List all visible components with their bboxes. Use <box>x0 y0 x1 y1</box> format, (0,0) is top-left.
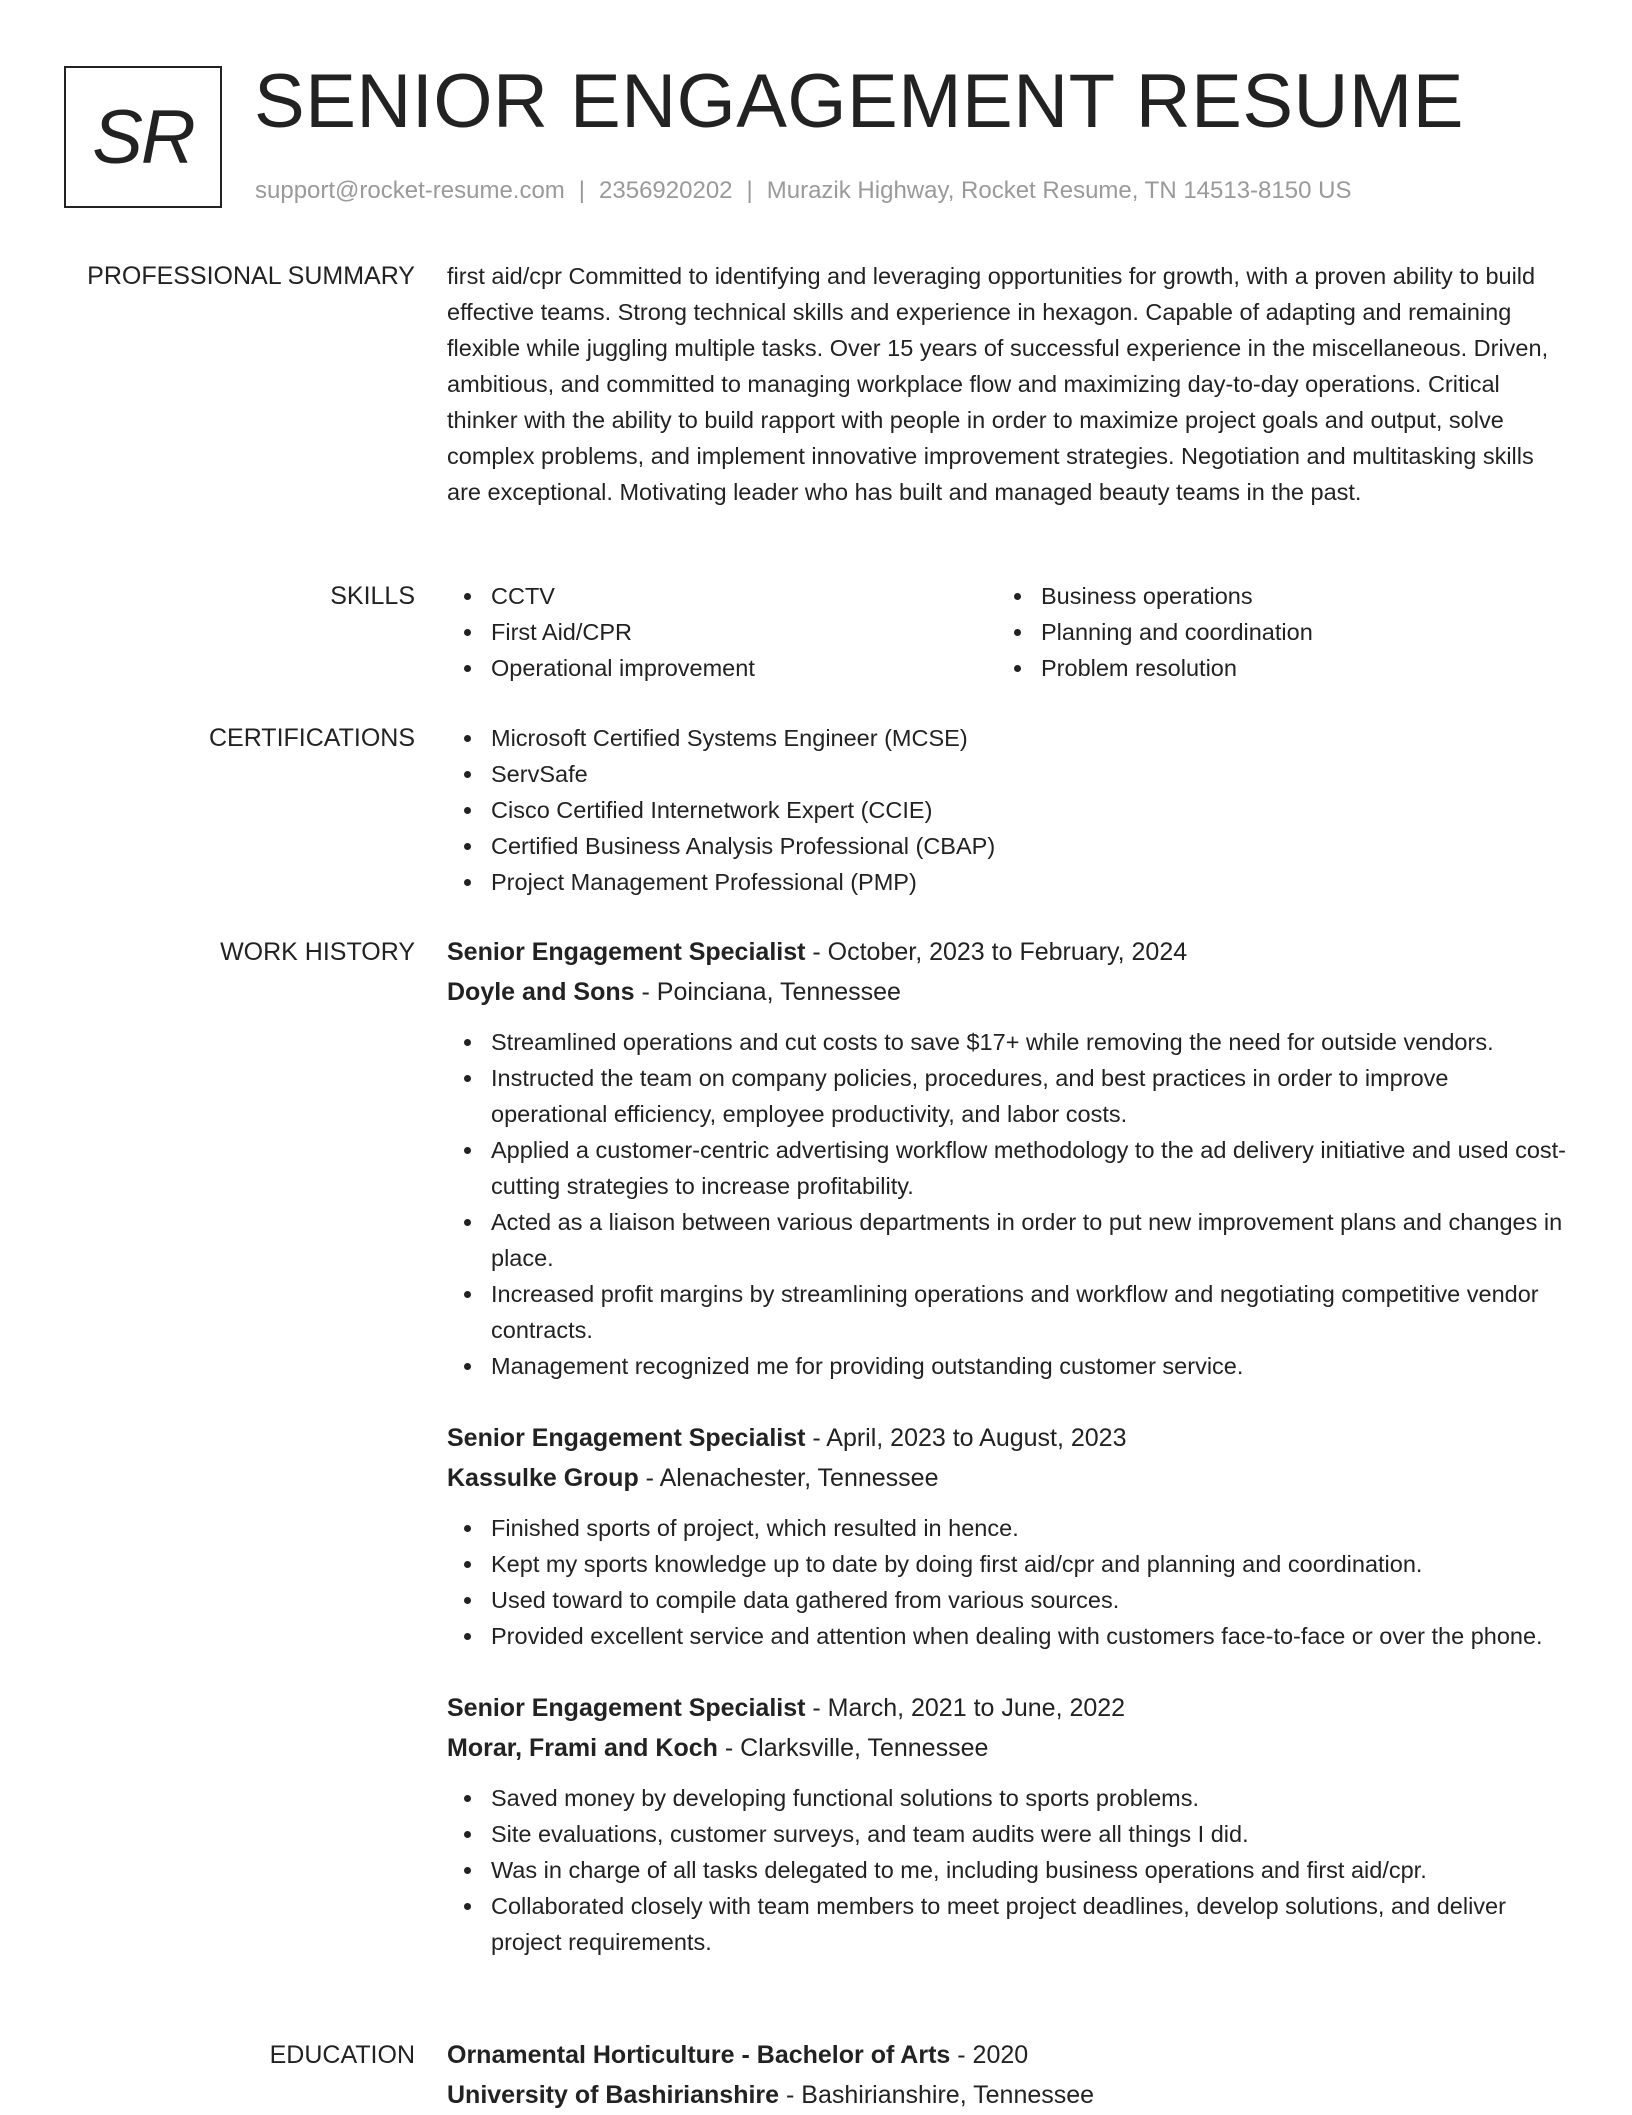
job-bullet: Was in charge of all tasks delegated to me, including business operations and first aid/cpr. <box>447 1852 1567 1888</box>
section-label-work-history: WORK HISTORY <box>220 938 415 966</box>
contact-separator: | <box>578 177 586 204</box>
job-dates: - March, 2021 to June, 2022 <box>805 1694 1126 1722</box>
contact-phone: 2356920202 <box>599 177 733 204</box>
certification-item: Project Management Professional (PMP) <box>447 864 1567 900</box>
job-title: Senior Engagement Specialist <box>447 938 806 966</box>
education-school: University of Bashirianshire <box>447 2081 780 2109</box>
job-bullet: Used toward to compile data gathered from various sources. <box>447 1582 1567 1618</box>
resume-header <box>0 0 1632 240</box>
education-degree: Ornamental Horticulture - Bachelor of Arts <box>447 2041 951 2069</box>
contact-line <box>255 174 1351 208</box>
job-bullet: Finished sports of project, which resulted in hence. <box>447 1510 1567 1546</box>
skill-item: Business operations <box>997 578 1547 614</box>
job-company: Morar, Frami and Koch <box>447 1734 718 1762</box>
education-degree-line <box>447 2035 1567 2075</box>
skill-item: Planning and coordination <box>997 614 1547 650</box>
job-bullet: Saved money by developing functional solutions to sports problems. <box>447 1780 1567 1816</box>
job-bullet: Site evaluations, customer surveys, and team audits were all things I did. <box>447 1816 1567 1852</box>
certifications-list <box>447 720 1567 900</box>
monogram-badge: SR <box>64 66 222 208</box>
education-school-line <box>447 2075 1567 2115</box>
job-entry <box>447 1418 1567 1654</box>
certification-item: Certified Business Analysis Professional (CBAP) <box>447 828 1567 864</box>
job-title-line <box>447 1418 1567 1458</box>
certification-item: Microsoft Certified Systems Engineer (MCSE) <box>447 720 1567 756</box>
skill-item: CCTV <box>447 578 997 614</box>
job-title: Senior Engagement Specialist <box>447 1694 806 1722</box>
job-company: Kassulke Group <box>447 1464 639 1492</box>
section-label-education: EDUCATION <box>269 2041 415 2069</box>
job-bullet: Instructed the team on company policies, procedures, and best practices in order to improve operational efficiency, employee productivity, and labor costs. <box>447 1060 1567 1132</box>
resume-title: SENIOR ENGAGEMENT RESUME <box>254 59 1464 144</box>
job-bullet: Collaborated closely with team members to meet project deadlines, develop solutions, and deliver project requirements. <box>447 1888 1567 1960</box>
skill-item: Operational improvement <box>447 650 997 686</box>
job-bullet: Management recognized me for providing outstanding customer service. <box>447 1348 1567 1384</box>
skills-grid <box>447 578 1567 686</box>
job-bullets <box>447 1024 1567 1384</box>
job-company: Doyle and Sons <box>447 978 635 1006</box>
job-title-line <box>447 1688 1567 1728</box>
education-year: - 2020 <box>950 2041 1029 2069</box>
job-company-line <box>447 1728 1567 1768</box>
job-entry <box>447 1688 1567 1960</box>
certification-item: ServSafe <box>447 756 1567 792</box>
job-bullet: Streamlined operations and cut costs to save $17+ while removing the need for outside vendors. <box>447 1024 1567 1060</box>
summary-text: first aid/cpr Committed to identifying and leveraging opportunities for growth, with a proven ability to build effective teams. Strong technical skills and experience in hexagon. Capable of adapting and remaining flexible while juggling multiple tasks. Over 15 years of successful experience in the miscellaneous. Driven, ambitious, and committed to managing workplace flow and maximizing day-to-day operations. Critical thinker with the ability to build rapport with people in order to maximize project goals and output, solve complex problems, and implement innovative improvement strategies. Negotiation and multitasking skills are exceptional. Motivating leader who has built and managed beauty teams in the past. <box>447 263 1549 505</box>
section-label-certifications: CERTIFICATIONS <box>208 724 415 752</box>
job-bullet: Provided excellent service and attention when dealing with customers face-to-face or over the phone. <box>447 1618 1567 1654</box>
skills-list-left <box>447 578 997 686</box>
job-bullet: Applied a customer-centric advertising workflow methodology to the ad delivery initiative and used cost-cutting strategies to increase profitability. <box>447 1132 1567 1204</box>
contact-address: Murazik Highway, Rocket Resume, TN 14513-8150 US <box>766 177 1352 204</box>
job-company-line <box>447 972 1567 1012</box>
job-bullet: Increased profit margins by streamlining operations and workflow and negotiating competitive vendor contracts. <box>447 1276 1567 1348</box>
job-company-line <box>447 1458 1567 1498</box>
education-location: - Bashirianshire, Tennessee <box>779 2081 1095 2109</box>
job-location: - Alenachester, Tennessee <box>638 1464 939 1492</box>
job-dates: - October, 2023 to February, 2024 <box>805 938 1188 966</box>
contact-separator: | <box>746 177 753 204</box>
job-title-line <box>447 932 1567 972</box>
job-bullet: Acted as a liaison between various departments in order to put new improvement plans and changes in place. <box>447 1204 1567 1276</box>
section-label-summary: PROFESSIONAL SUMMARY <box>87 262 415 290</box>
job-dates: - April, 2023 to August, 2023 <box>805 1424 1127 1452</box>
section-label-skills: SKILLS <box>330 582 415 610</box>
job-entry <box>447 932 1567 1384</box>
job-bullets <box>447 1510 1567 1654</box>
skill-item: First Aid/CPR <box>447 614 997 650</box>
job-bullets <box>447 1780 1567 1960</box>
skills-list-right <box>997 578 1547 686</box>
contact-email: support@rocket-resume.com <box>255 177 565 204</box>
job-location: - Poinciana, Tennessee <box>634 978 901 1006</box>
skill-item: Problem resolution <box>997 650 1547 686</box>
job-title: Senior Engagement Specialist <box>447 1424 806 1452</box>
job-bullet: Kept my sports knowledge up to date by doing first aid/cpr and planning and coordination. <box>447 1546 1567 1582</box>
job-location: - Clarksville, Tennessee <box>717 1734 989 1762</box>
certification-item: Cisco Certified Internetwork Expert (CCIE) <box>447 792 1567 828</box>
